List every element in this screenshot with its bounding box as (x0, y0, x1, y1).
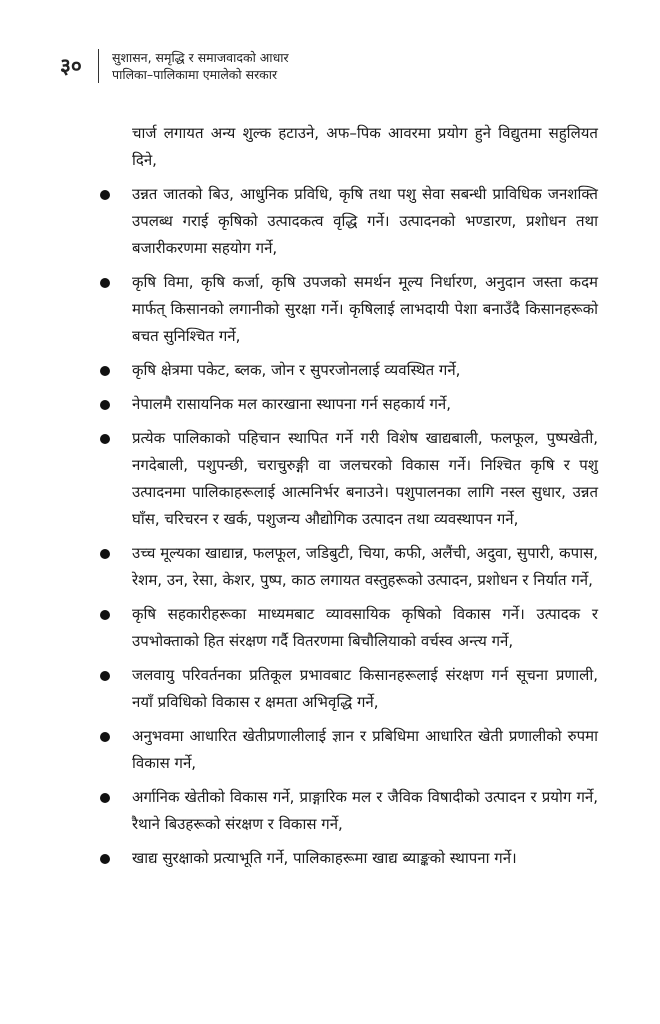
running-title-line-1: सुशासन, समृद्धि र समाजवादको आधार (112, 50, 289, 65)
body-content (132, 120, 598, 879)
list-item-text: अनुभवमा आधारित खेतीप्रणालीलाई ज्ञान र प्रबिधिमा आधारित खेती प्रणालीको रुपमा विकास गर्ने, (132, 727, 598, 772)
list-item (132, 662, 598, 716)
running-title (112, 49, 289, 83)
list-item-text: उन्नत जातको बिउ, आधुनिक प्रविधि, कृषि तथा पशु सेवा सबन्धी प्राविधिक जनशक्ति उपलब्ध गराई कृषिको उत्पादकत्व वृद्धि गर्ने। उत्पादनको भण्डारण, प्रशोधन तथा बजारीकरणमा सहयोग गर्ने, (132, 185, 598, 257)
bullet-dot-icon (100, 610, 110, 620)
bullet-dot-icon (100, 549, 110, 559)
bullet-dot-icon (100, 434, 110, 444)
list-item-text: खाद्य सुरक्षाको प्रत्याभूति गर्ने, पालिकाहरूमा खाद्य ब्याङ्कको स्थापना गर्ने। (132, 849, 517, 867)
list-item-text: कृषि विमा, कृषि कर्जा, कृषि उपजको समर्थन मूल्य निर्धारण, अनुदान जस्ता कदम मार्फत् किसानको लगानीको सुरक्षा गर्ने। कृषिलाई लाभदायी पेशा बनाउँदै किसानहरूको बचत सुनिश्चित गर्ने, (132, 273, 598, 345)
list-item (132, 357, 598, 384)
list-item (132, 540, 598, 594)
running-title-line-2: पालिका–पालिकामा एमालेको सरकार (112, 67, 278, 82)
bullet-dot-icon (100, 854, 110, 864)
list-item (132, 784, 598, 838)
page-header (60, 46, 289, 86)
list-item-text: अर्गानिक खेतीको विकास गर्ने, प्राङ्गारिक मल र जैविक विषादीको उत्पादन र प्रयोग गर्ने, रैथाने बिउहरूको संरक्षण र विकास गर्ने, (132, 788, 598, 833)
list-item (132, 845, 598, 872)
list-item (132, 181, 598, 262)
page-number: ३० (60, 54, 82, 78)
list-item-text: नेपालमै रासायनिक मल कारखाना स्थापना गर्न सहकार्य गर्ने, (132, 395, 452, 413)
bullet-dot-icon (100, 793, 110, 803)
list-item (132, 723, 598, 777)
list-item (132, 391, 598, 418)
bullet-dot-icon (100, 366, 110, 376)
list-item-text: प्रत्येक पालिकाको पहिचान स्थापित गर्ने गरी विशेष खाद्यबाली, फलफूल, पुष्पखेती, नगदेबाली, पशुपन्छी, चराचुरुङ्गी वा जलचरको विकास गर्ने। निश्चित कृषि र पशु उत्पादनमा पालिकाहरूलाई आत्मनिर्भर बनाउने। पशुपालनका लागि नस्ल सुधार, उन्नत घाँस, चरिचरन र खर्क, पशुजन्य औद्योगिक उत्पादन तथा व्यवस्थापन गर्ने, (132, 429, 598, 528)
bullet-dot-icon (100, 732, 110, 742)
bullet-dot-icon (100, 400, 110, 410)
list-item-text: उच्च मूल्यका खाद्यान्न, फलफूल, जडिबुटी, चिया, कफी, अलैंची, अदुवा, सुपारी, कपास, रेशम, उन, रेसा, केशर, पुष्प, काठ लगायत वस्तुहरूको उत्पादन, प्रशोधन र निर्यात गर्ने, (132, 544, 598, 589)
list-item-text: कृषि क्षेत्रमा पकेट, ब्लक, जोन र सुपरजोनलाई व्यवस्थित गर्ने, (132, 361, 461, 379)
list-item-text: जलवायु परिवर्तनका प्रतिकूल प्रभावबाट किसानहरूलाई संरक्षण गर्न सूचना प्रणाली, नयाँ प्रविधिको विकास र क्षमता अभिवृद्धि गर्ने, (132, 666, 598, 711)
header-divider (98, 49, 99, 83)
bullet-dot-icon (100, 671, 110, 681)
list-item (132, 425, 598, 533)
bullet-list (132, 181, 598, 872)
bullet-dot-icon (100, 190, 110, 200)
list-item-text: कृषि सहकारीहरूका माध्यमबाट व्यावसायिक कृषिको विकास गर्ने। उत्पादक र उपभोक्ताको हित संरक्षण गर्दै वितरणमा बिचौलियाको वर्चस्व अन्त्य गर्ने, (132, 605, 598, 650)
list-item (132, 269, 598, 350)
bullet-dot-icon (100, 278, 110, 288)
continuation-paragraph: चार्ज लगायत अन्य शुल्क हटाउने, अफ–पिक आवरमा प्रयोग हुने विद्युतमा सहुलियत दिने, (132, 124, 598, 169)
list-item (132, 601, 598, 655)
